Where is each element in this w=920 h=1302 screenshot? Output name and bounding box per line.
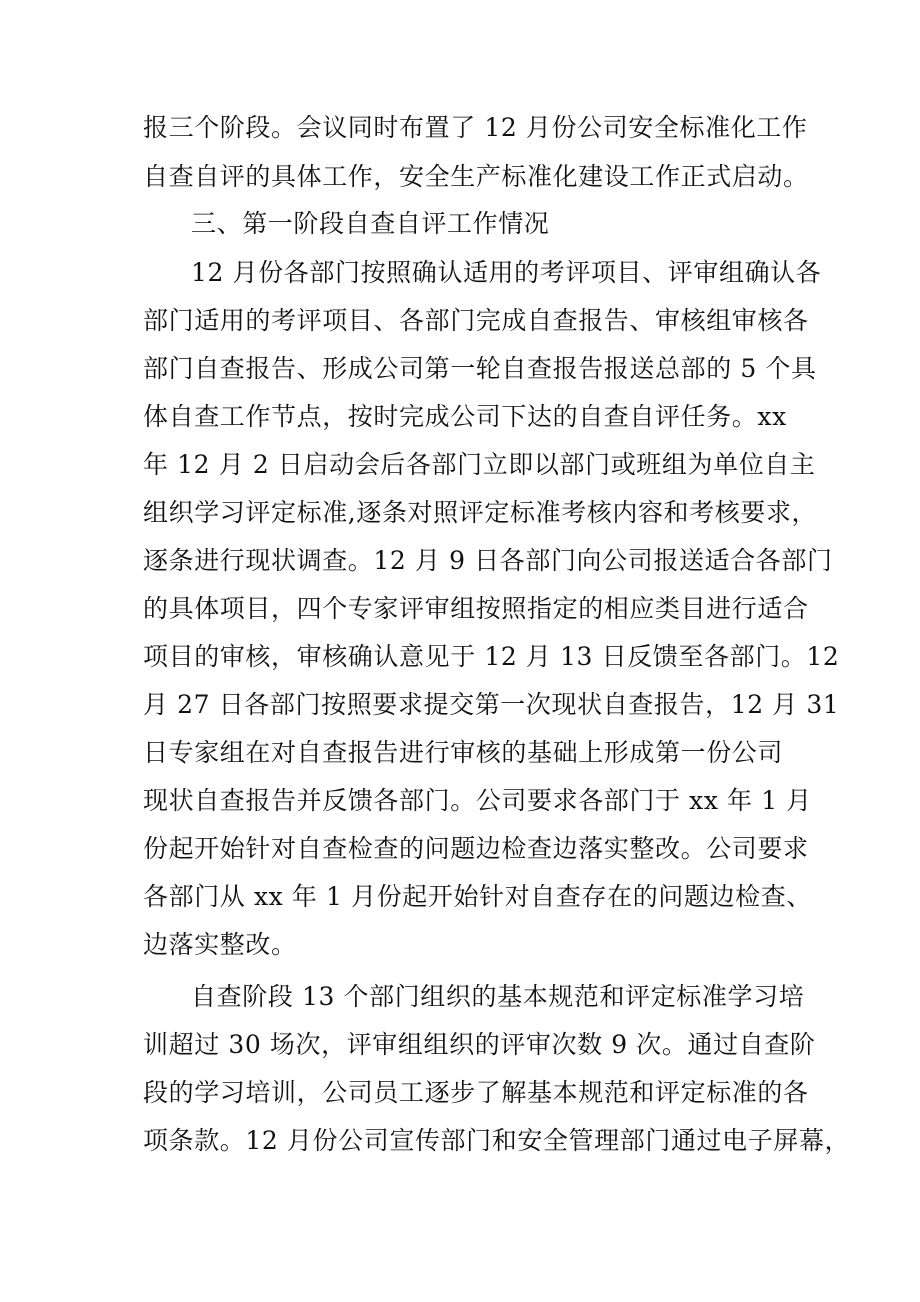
- text-line: 各部门从 xx 年 1 月份起开始针对自查存在的问题边检查、: [143, 882, 812, 911]
- text-line: 现状自查报告并反馈各部门。公司要求各部门于 xx 年 1 月: [143, 786, 812, 815]
- text-line: 日专家组在对自查报告进行审核的基础上形成第一份公司: [143, 738, 784, 767]
- text-line: 项条款。12 月份公司宣传部门和安全管理部门通过电子屏幕，: [143, 1126, 851, 1155]
- text-line: 项目的审核，审核确认意见于 12 月 13 日反馈至各部门。12: [143, 642, 840, 671]
- text-line: 的具体项目，四个专家评审组按照指定的相应类目进行适合: [143, 594, 809, 623]
- text-line: 自查自评的具体工作，安全生产标准化建设工作正式启动。: [143, 162, 809, 191]
- text-line: 组织学习评定标准,逐条对照评定标准考核内容和考核要求，: [143, 498, 818, 527]
- text-line: 部门适用的考评项目、各部门完成自查报告、审核组审核各: [143, 306, 809, 335]
- text-line: 体自查工作节点，按时完成公司下达的自查自评任务。xx: [143, 402, 787, 431]
- text-line: 报三个阶段。会议同时布置了 12 月份公司安全标准化工作: [143, 113, 808, 142]
- text-line: 边落实整改。: [143, 930, 297, 959]
- text-line: 段的学习培训，公司员工逐步了解基本规范和评定标准的各: [143, 1078, 809, 1107]
- text-line: 逐条进行现状调查。12 月 9 日各部门向公司报送适合各部门: [143, 546, 833, 575]
- text-line: 自查阶段 13 个部门组织的基本规范和评定标准学习培: [191, 982, 805, 1011]
- text-line: 部门自查报告、形成公司第一轮自查报告报送总部的 5 个具: [143, 354, 817, 383]
- section-heading: 三、第一阶段自查自评工作情况: [191, 209, 550, 238]
- text-line: 训超过 30 场次，评审组组织的评审次数 9 次。通过自查阶: [143, 1030, 816, 1059]
- text-line: 12 月份各部门按照确认适用的考评项目、评审组确认各: [191, 258, 822, 287]
- text-line: 份起开始针对自查检查的问题边检查边落实整改。公司要求: [143, 834, 809, 863]
- text-line: 年 12 月 2 日启动会后各部门立即以部门或班组为单位自主: [143, 450, 816, 479]
- text-line: 月 27 日各部门按照要求提交第一次现状自查报告，12 月 31: [143, 690, 840, 719]
